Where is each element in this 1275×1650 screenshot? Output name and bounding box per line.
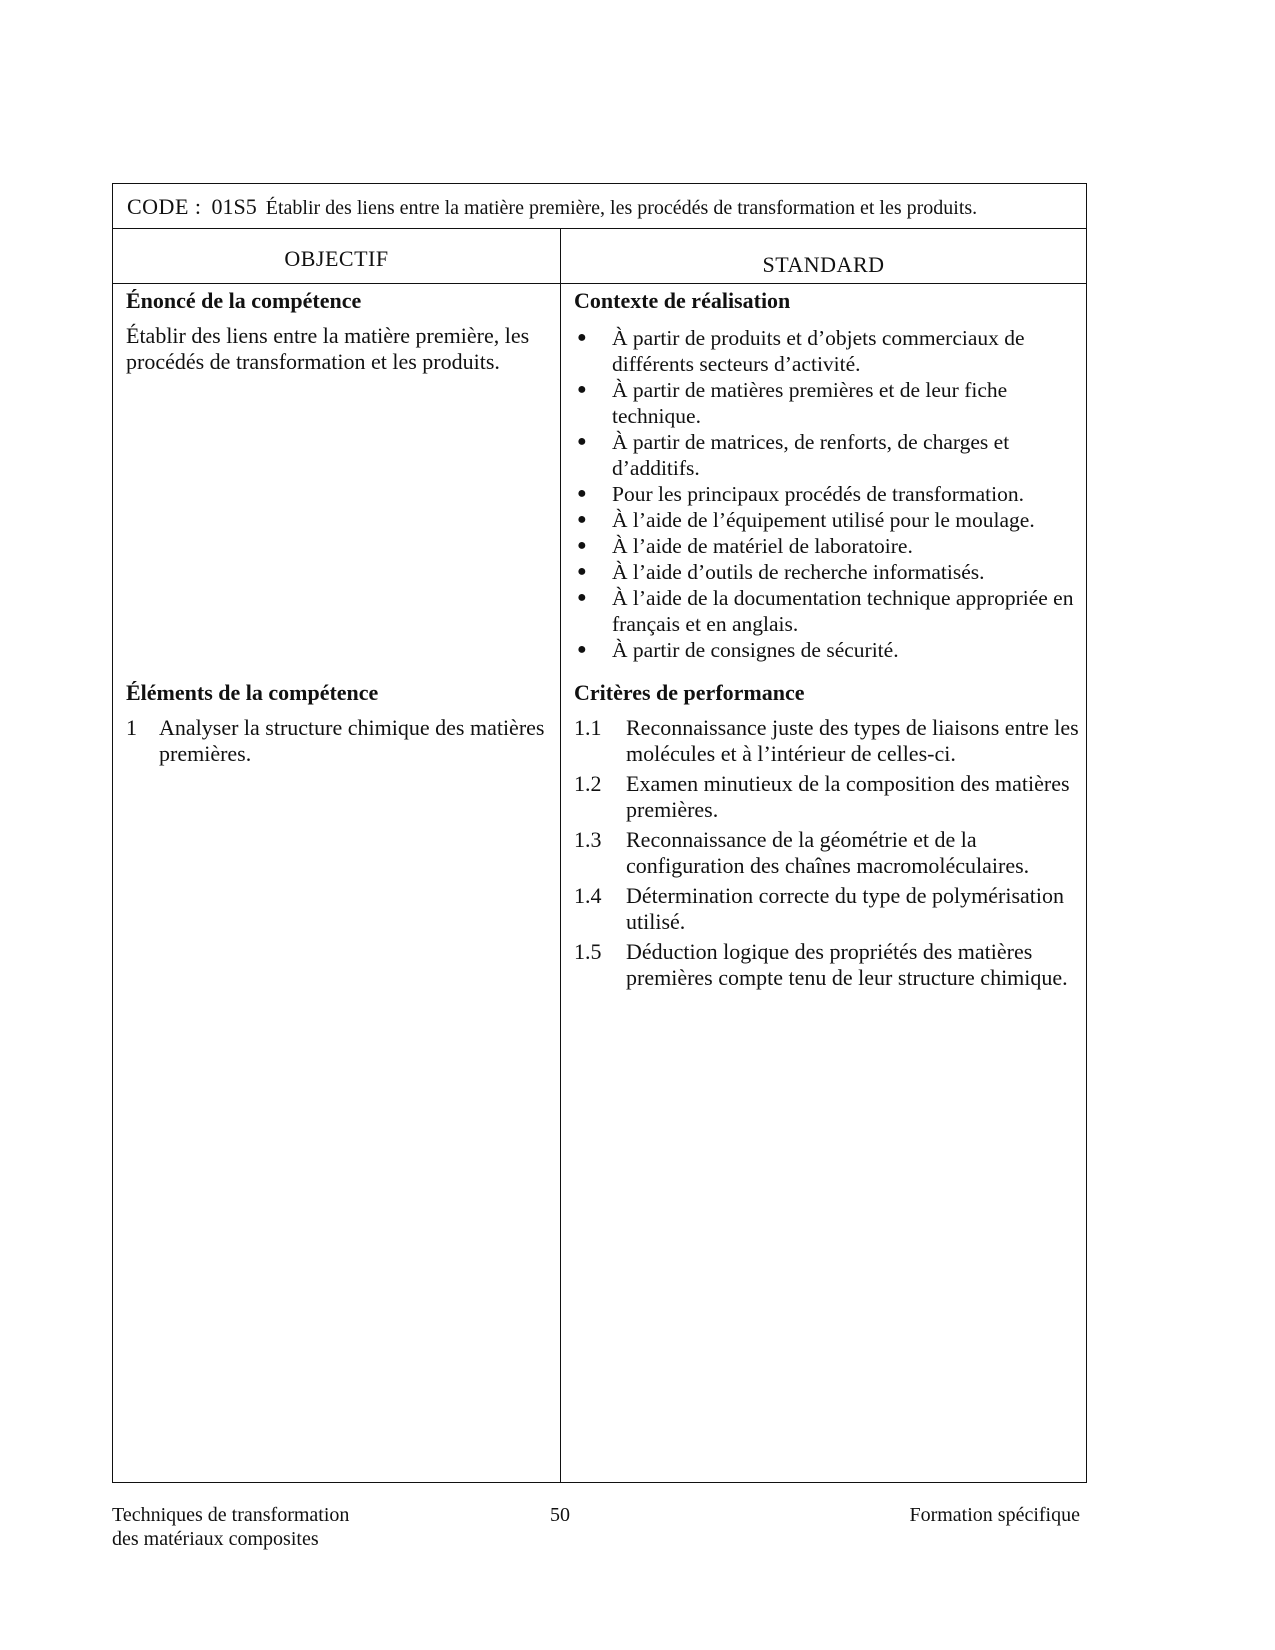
critere-item (574, 939, 1079, 991)
bullet-icon: ● (577, 511, 587, 528)
critere-text: Reconnaissance de la géométrie et de la configuration des chaînes macromoléculaires. (626, 827, 1030, 878)
column-header-row (113, 229, 1086, 284)
bullet-icon: ● (577, 563, 587, 580)
bullet-icon: ● (577, 381, 587, 398)
element-text: Analyser la structure chimique des matières premières. (159, 715, 545, 766)
footer-program-line2: des matériaux composites (112, 1528, 319, 1550)
bullet-icon: ● (577, 589, 587, 606)
critere-item (574, 883, 1079, 935)
critere-number: 1.1 (574, 715, 602, 740)
contexte-title: Contexte de réalisation (574, 288, 791, 313)
critere-text: Examen minutieux de la composition des matières premières. (626, 771, 1070, 822)
critere-item (574, 827, 1079, 879)
bullet-icon: ● (577, 433, 587, 450)
code-title: Établir des liens entre la matière première, les procédés de transformation et les produits. (265, 197, 978, 219)
critere-number: 1.3 (574, 827, 602, 852)
column-divider (560, 229, 561, 1482)
elements-title: Éléments de la compétence (126, 680, 379, 705)
list-item: ● À l’aide de matériel de laboratoire. (577, 534, 913, 558)
list-item: ● Pour les principaux procédés de transformation. (577, 482, 1024, 506)
critere-item (574, 715, 1079, 767)
critere-number: 1.5 (574, 939, 602, 964)
element-item (126, 715, 551, 767)
list-item: ● À l’aide d’outils de recherche informatisés. (577, 560, 985, 584)
list-item: ● À partir de matrices, de renforts, de charges et d’additifs. (577, 430, 1010, 480)
bullet-icon: ● (577, 537, 587, 554)
code-row (113, 184, 1086, 229)
enonce-title: Énoncé de la compétence (126, 288, 362, 313)
code-number: 01S5 (211, 194, 257, 219)
bullet-icon: ● (577, 329, 587, 346)
critere-number: 1.4 (574, 883, 602, 908)
critere-number: 1.2 (574, 771, 602, 796)
element-number: 1 (126, 715, 137, 740)
criteres-section (574, 679, 1079, 991)
header-standard: STANDARD (762, 252, 885, 277)
list-item: ● À partir de produits et d’objets commerciaux de différents secteurs d’activité. (577, 326, 1025, 376)
bullet-icon: ● (577, 641, 587, 658)
critere-text: Déduction logique des propriétés des matières premières compte tenu de leur structure chimique. (626, 939, 1068, 990)
elements-section (126, 679, 551, 767)
list-item: ● À l’aide de la documentation technique appropriée en français et en anglais. (577, 586, 1074, 636)
critere-text: Détermination correcte du type de polymérisation utilisé. (626, 883, 1065, 934)
page-number: 50 (550, 1504, 570, 1526)
enonce-text: Établir des liens entre la matière première, les procédés de transformation et les produits. (126, 323, 530, 374)
criteres-title: Critères de performance (574, 680, 805, 705)
critere-item (574, 771, 1079, 823)
footer-section: Formation spécifique (909, 1504, 1080, 1526)
header-objectif: OBJECTIF (284, 246, 389, 271)
list-item: ● À partir de consignes de sécurité. (577, 638, 899, 662)
competency-table (112, 183, 1087, 1483)
contexte-section (574, 287, 1079, 663)
list-item: ● À partir de matières premières et de leur fiche technique. (577, 378, 1008, 428)
list-item: ● À l’aide de l’équipement utilisé pour le moulage. (577, 508, 1035, 532)
footer-program (112, 1503, 349, 1551)
footer-program-line1: Techniques de transformation (112, 1504, 350, 1526)
contexte-list (574, 325, 1079, 663)
code-label: CODE : (127, 194, 202, 219)
enonce-section (126, 287, 551, 375)
bullet-icon: ● (577, 485, 587, 502)
critere-text: Reconnaissance juste des types de liaisons entre les molécules et à l’intérieur de celles-ci. (626, 715, 1079, 766)
